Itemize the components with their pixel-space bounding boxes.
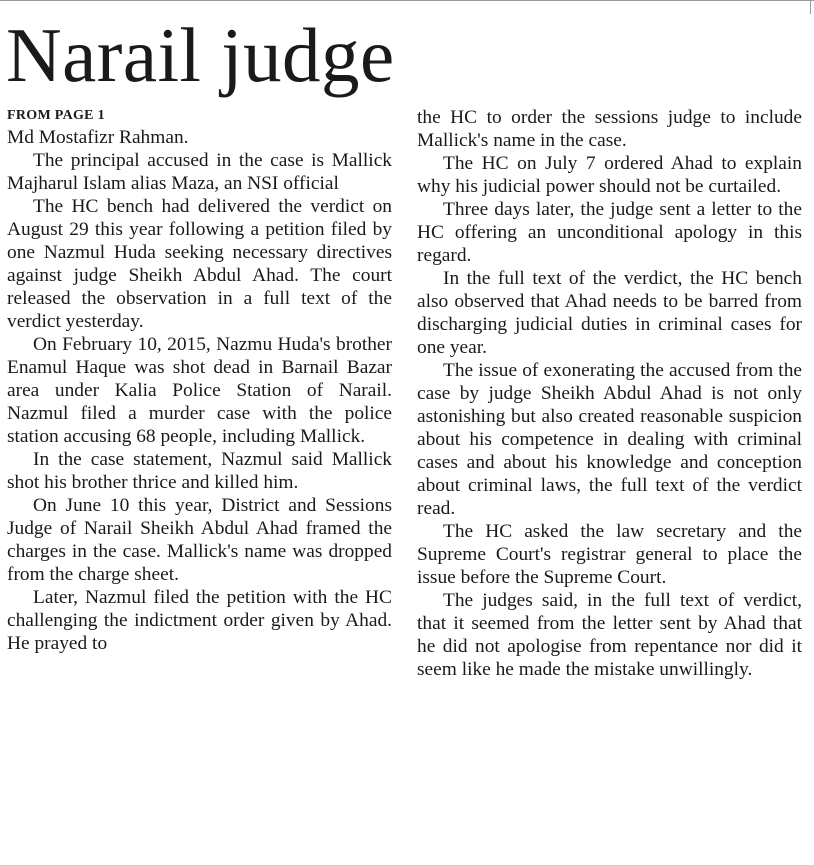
paragraph: The issue of exonerating the accused from the case by judge Sheikh Abdul Ahad is not only astonishing but also created reasonable suspicion about his competence in dealing with criminal cases and about his knowledge and conception about criminal laws, the full text of the verdict read. bbox=[417, 360, 802, 519]
paragraph: On February 10, 2015, Nazmu Huda's brother Enamul Haque was shot dead in Barnail Bazar area under Kalia Police Station of Narail. Nazmul filed a murder case with the police station accusing 68 people, including Mallick. bbox=[7, 334, 392, 447]
column-rule bbox=[810, 0, 811, 14]
paragraph: The principal accused in the case is Mallick Majharul Islam alias Maza, an NSI official bbox=[7, 150, 392, 194]
paragraph: Md Mostafizr Rahman. bbox=[7, 127, 189, 148]
paragraph: On June 10 this year, District and Sessions Judge of Narail Sheikh Abdul Ahad framed the charges in the case. Mallick's name was dropped from the charge sheet. bbox=[7, 495, 392, 585]
paragraph: The HC on July 7 ordered Ahad to explain why his judicial power should not be curtailed. bbox=[417, 153, 802, 197]
paragraph: In the case statement, Nazmul said Mallick shot his brother thrice and killed him. bbox=[7, 449, 392, 493]
left-column bbox=[7, 106, 392, 655]
paragraph: the HC to order the sessions judge to include Mallick's name in the case. bbox=[417, 107, 802, 151]
top-rule bbox=[0, 0, 814, 1]
paragraph: The HC bench had delivered the verdict on August 29 this year following a petition filed by one Nazmul Huda seeking necessary directives against judge Sheikh Abdul Ahad. The court released the observation in a full text of the verdict yesterday. bbox=[7, 196, 392, 332]
right-column bbox=[417, 106, 802, 681]
paragraph: Three days later, the judge sent a letter to the HC offering an unconditional apology in this regard. bbox=[417, 199, 802, 266]
paragraph: The HC asked the law secretary and the Supreme Court's registrar general to place the issue before the Supreme Court. bbox=[417, 521, 802, 588]
headline: Narail judge bbox=[6, 12, 395, 98]
paragraph: In the full text of the verdict, the HC bench also observed that Ahad needs to be barred from discharging judicial duties in criminal cases for one year. bbox=[417, 268, 802, 358]
paragraph: Later, Nazmul filed the petition with the HC challenging the indictment order given by Ahad. He prayed to bbox=[7, 587, 392, 654]
kicker: FROM PAGE 1 bbox=[7, 108, 105, 123]
paragraph: The judges said, in the full text of verdict, that it seemed from the letter sent by Ahad that he did not apologise from repentance nor did it seem like he made the mistake unwillingly. bbox=[417, 590, 802, 680]
